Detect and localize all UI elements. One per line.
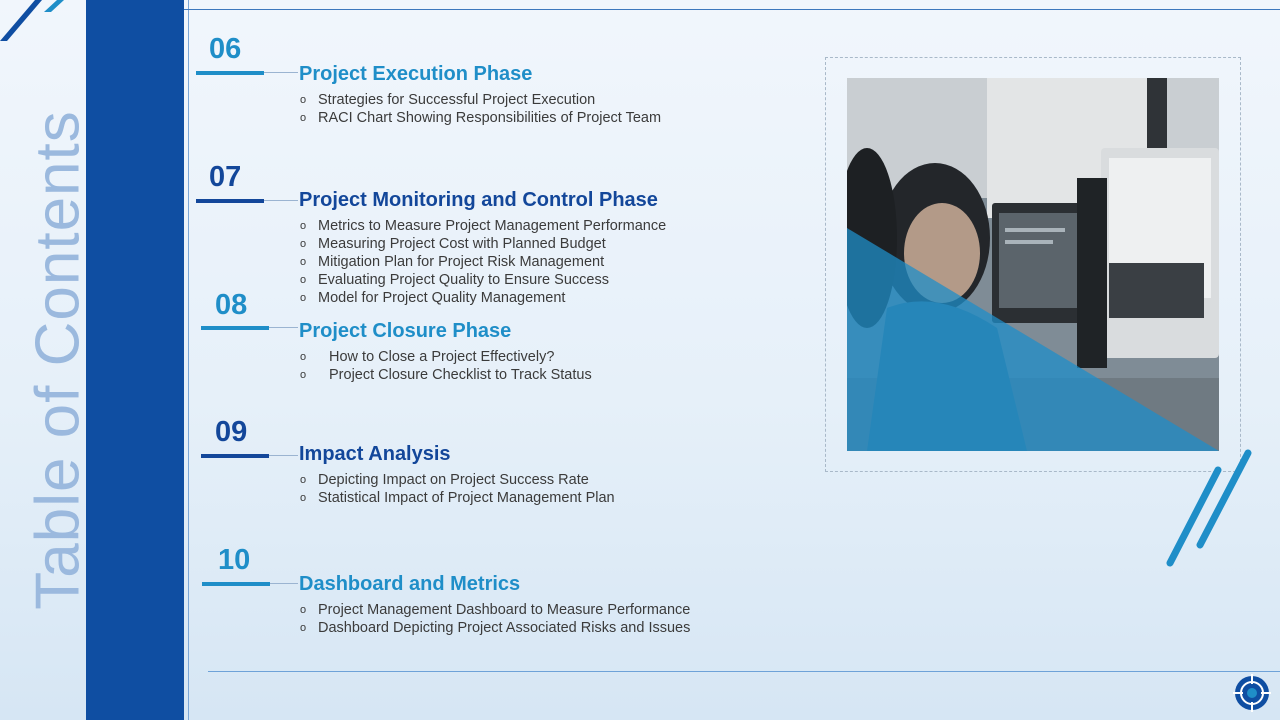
bullet-icon: o: [300, 94, 307, 106]
left-blue-bar: [86, 0, 184, 720]
list-item: o RACI Chart Showing Responsibilities of Project Team: [300, 110, 662, 126]
section-title: Dashboard and Metrics: [299, 573, 521, 595]
bullet-icon: o: [300, 492, 307, 504]
bullet-icon: o: [300, 256, 307, 268]
list-item: o Evaluating Project Quality to Ensure Success: [300, 272, 609, 288]
section-items: [300, 217, 666, 307]
slash-decoration: [0, 0, 70, 50]
bullet-icon: o: [300, 238, 307, 250]
list-item: o Dashboard Depicting Project Associated Risks and Issues: [300, 620, 691, 636]
bullet-icon: o: [300, 274, 307, 286]
list-item: o Statistical Impact of Project Management Plan: [300, 490, 615, 506]
section-title: Project Monitoring and Control Phase: [299, 189, 658, 211]
connector-line: [269, 455, 298, 456]
section-number: 07: [209, 161, 242, 193]
bullet-icon: o: [300, 622, 307, 634]
section-items: [300, 348, 592, 384]
number-underline: [196, 71, 264, 75]
bullet-icon: o: [300, 112, 307, 124]
connector-line: [269, 327, 298, 328]
section-items: [300, 91, 661, 127]
section-items: [300, 601, 690, 637]
section-title: Project Execution Phase: [299, 63, 533, 85]
list-item: o How to Close a Project Effectively?: [300, 349, 555, 365]
bullet-icon: o: [300, 474, 307, 486]
section-title: Impact Analysis: [299, 443, 451, 465]
bullet-icon: o: [300, 604, 307, 616]
list-item: o Project Closure Checklist to Track Status: [300, 367, 592, 383]
bar-edge-line: [188, 0, 189, 720]
connector-line: [264, 200, 298, 201]
office-workers-photo: [847, 78, 1219, 451]
bullet-icon: o: [300, 292, 307, 304]
section-number: 10: [218, 544, 251, 576]
top-rule: [184, 9, 1280, 10]
section-title: Project Closure Phase: [299, 320, 512, 342]
bullet-icon: o: [300, 369, 307, 381]
section-items: [300, 471, 615, 507]
number-underline: [201, 326, 269, 330]
page-title: Table of Contents: [23, 110, 93, 610]
section-number: 08: [215, 289, 248, 321]
bottom-rule: [208, 671, 1280, 672]
target-logo-icon: [1232, 673, 1272, 713]
number-underline: [196, 199, 264, 203]
list-item: o Model for Project Quality Management: [300, 290, 566, 306]
list-item: o Measuring Project Cost with Planned Budget: [300, 236, 606, 252]
section-number: 09: [215, 416, 248, 448]
section-number: 06: [209, 33, 242, 65]
connector-line: [270, 583, 298, 584]
list-item: o Mitigation Plan for Project Risk Management: [300, 254, 605, 270]
number-underline: [202, 582, 270, 586]
list-item: o Depicting Impact on Project Success Rate: [300, 472, 589, 488]
connector-line: [264, 72, 298, 73]
slash-decoration: [1160, 445, 1260, 575]
list-item: o Strategies for Successful Project Execution: [300, 92, 596, 108]
list-item: o Metrics to Measure Project Management Performance: [300, 218, 667, 234]
bullet-icon: o: [300, 220, 307, 232]
bullet-icon: o: [300, 351, 307, 363]
list-item: o Project Management Dashboard to Measure Performance: [300, 602, 691, 618]
number-underline: [201, 454, 269, 458]
